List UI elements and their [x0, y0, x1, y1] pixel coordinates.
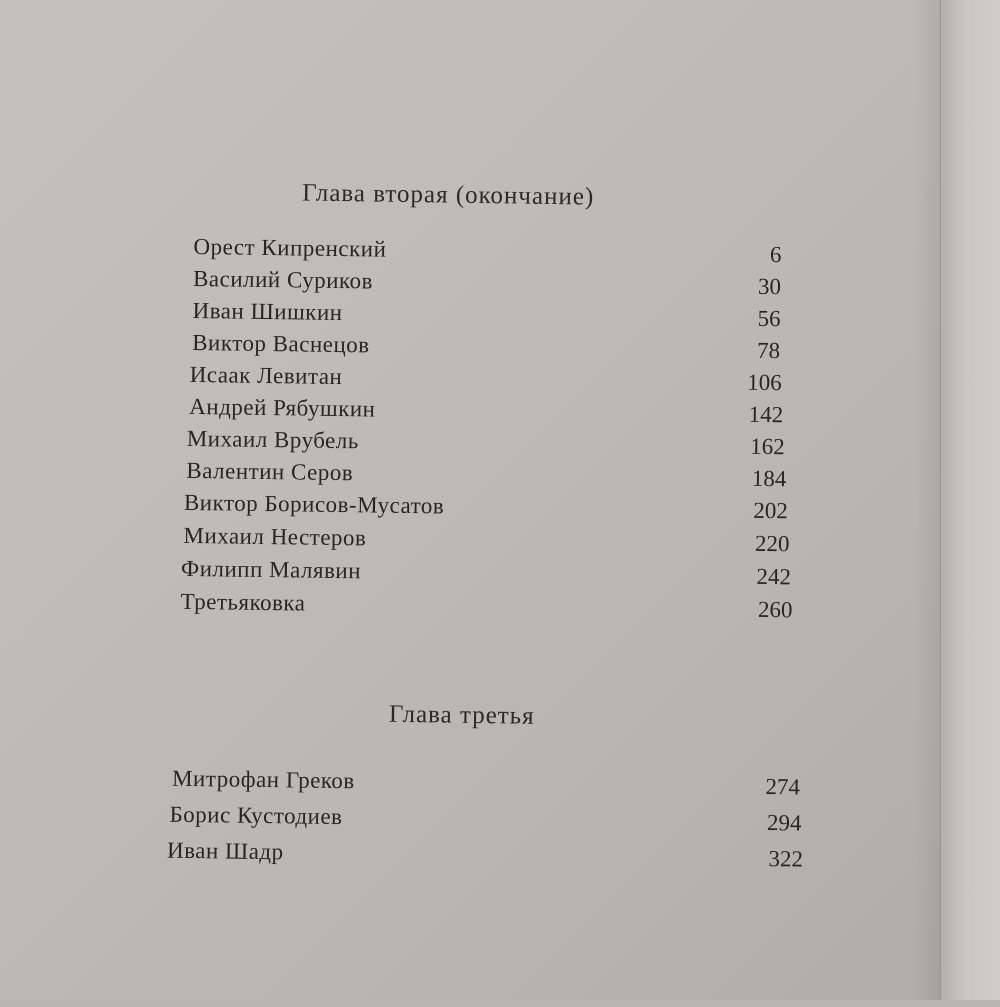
toc-entry [167, 838, 803, 877]
entry-name: Виктор Борисов-Мусатов [183, 489, 445, 519]
entry-name: Василий Суриков [192, 265, 374, 294]
entry-page: 6 [769, 242, 782, 268]
entry-name: Борис Кустодиев [169, 801, 343, 830]
entry-name: Филипп Малявин [180, 555, 362, 584]
entry-page: 322 [768, 846, 804, 872]
toc-entry [181, 556, 791, 595]
entry-page: 56 [757, 305, 781, 332]
toc-entry [184, 490, 788, 528]
entry-name: Митрофан Греков [171, 765, 355, 794]
entry-page: 184 [751, 465, 787, 492]
entry-name: Валентин Серов [186, 457, 354, 486]
entry-page: 78 [756, 337, 781, 364]
entry-page: 274 [765, 774, 801, 800]
toc-entry [180, 589, 792, 628]
entry-page: 294 [766, 810, 802, 836]
chapter-heading: Глава вторая (окончание) [302, 179, 595, 211]
entry-name: Третьяковка [180, 588, 306, 616]
entry-name: Орест Кипренский [193, 233, 387, 262]
toc-entry [172, 766, 800, 805]
entry-name: Михаил Нестеров [183, 522, 367, 551]
toc-entry [183, 523, 789, 561]
entry-page: 162 [750, 433, 785, 460]
toc-entry [169, 802, 801, 841]
entry-name: Исаак Левитан [189, 361, 343, 390]
entry-page: 202 [753, 497, 789, 524]
entry-page: 242 [756, 563, 792, 590]
entry-name: Андрей Рябушкин [189, 393, 376, 422]
entry-name: Михаил Врубель [186, 425, 360, 454]
entry-name: Виктор Васнецов [191, 329, 370, 358]
entry-name: Иван Шадр [166, 837, 284, 865]
entry-name: Иван Шишкин [192, 297, 343, 326]
chapter-heading: Глава третья [388, 700, 535, 730]
entry-page: 220 [754, 530, 790, 557]
entry-page: 142 [748, 401, 784, 428]
entry-page: 260 [757, 596, 793, 623]
entry-page: 106 [746, 369, 782, 396]
entry-page: 30 [757, 273, 782, 300]
